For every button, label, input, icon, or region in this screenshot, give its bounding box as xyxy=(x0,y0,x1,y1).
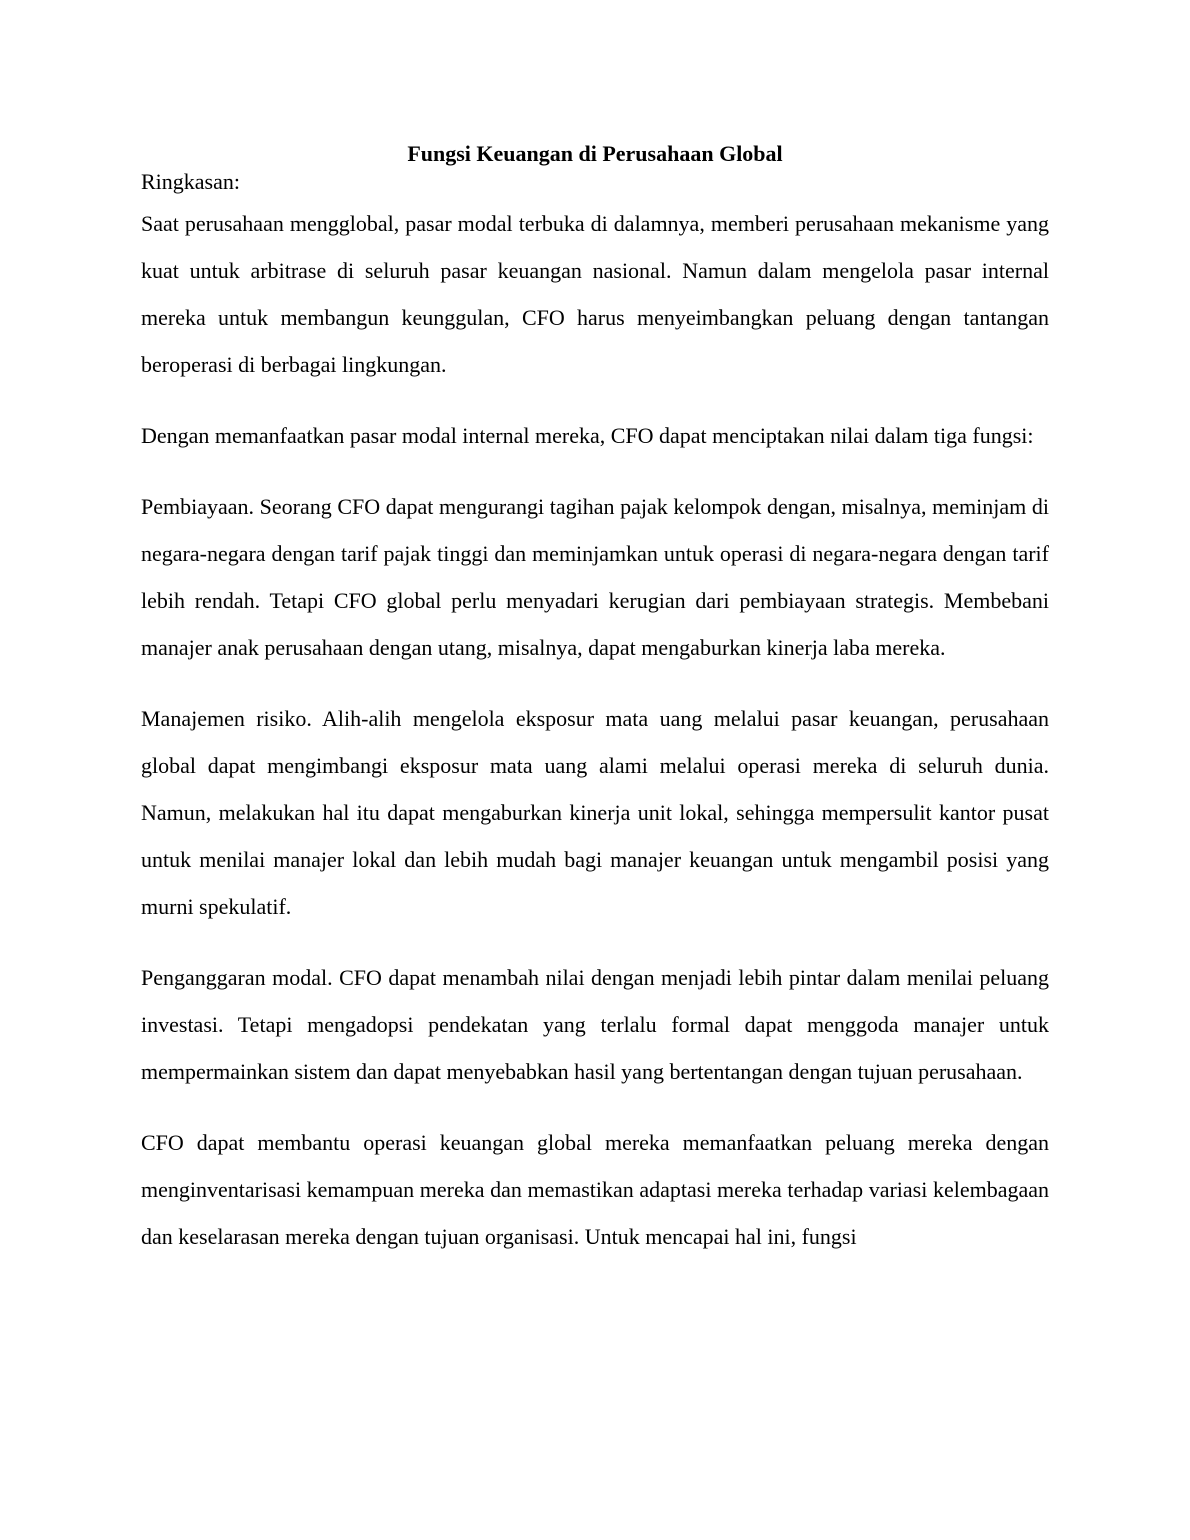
document-title: Fungsi Keuangan di Perusahaan Global xyxy=(407,141,783,166)
paragraph-functions-intro: Dengan memanfaatkan pasar modal internal mereka, CFO dapat menciptakan nilai dalam tiga fungsi: xyxy=(141,423,1034,448)
paragraph-capital-budgeting: Penganggaran modal. CFO dapat menambah nilai dengan menjadi lebih pintar dalam menilai peluang investasi. Tetapi mengadopsi pendekatan yang terlalu formal dapat menggoda manajer untuk mempermainkan sistem dan dapat menyebabkan hasil yang bertentangan dengan tujuan perusahaan. xyxy=(141,965,1049,1084)
paragraph-conclusion: CFO dapat membantu operasi keuangan global mereka memanfaatkan peluang mereka dengan menginventarisasi kemampuan mereka dan memastikan adaptasi mereka terhadap variasi kelembagaan dan keselarasan mereka dengan tujuan organisasi. Untuk mencapai hal ini, fungsi xyxy=(141,1130,1049,1249)
summary-label: Ringkasan: xyxy=(141,169,240,194)
paragraph-intro: Saat perusahaan mengglobal, pasar modal terbuka di dalamnya, memberi perusahaan mekanisme yang kuat untuk arbitrase di seluruh pasar keuangan nasional. Namun dalam mengelola pasar internal mereka untuk membangun keunggulan, CFO harus menyeimbangkan peluang dengan tantangan beroperasi di berbagai lingkungan. xyxy=(141,211,1049,377)
document-body xyxy=(141,140,1049,1260)
paragraph-risk-management: Manajemen risiko. Alih-alih mengelola eksposur mata uang melalui pasar keuangan, perusahaan global dapat mengimbangi eksposur mata uang alami melalui operasi mereka di seluruh dunia. Namun, melakukan hal itu dapat mengaburkan kinerja unit lokal, sehingga mempersulit kantor pusat untuk menilai manajer lokal dan lebih mudah bagi manajer keuangan untuk mengambil posisi yang murni spekulatif. xyxy=(141,706,1049,919)
paragraph-financing: Pembiayaan. Seorang CFO dapat mengurangi tagihan pajak kelompok dengan, misalnya, meminjam di negara-negara dengan tarif pajak tinggi dan meminjamkan untuk operasi di negara-negara dengan tarif lebih rendah. Tetapi CFO global perlu menyadari kerugian dari pembiayaan strategis. Membebani manajer anak perusahaan dengan utang, misalnya, dapat mengaburkan kinerja laba mereka. xyxy=(141,494,1049,660)
